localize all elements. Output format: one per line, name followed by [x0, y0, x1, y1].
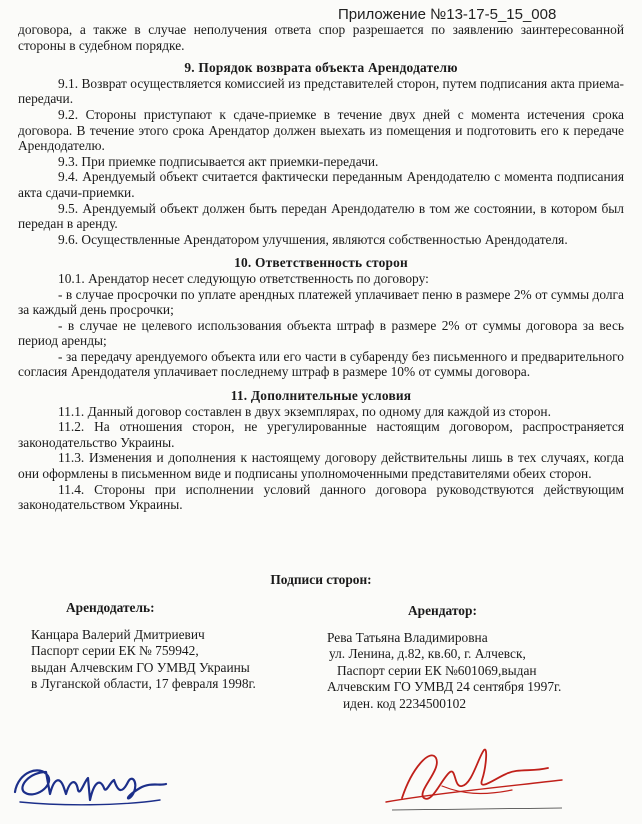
tenant-passport: Паспорт серии ЕК №601069,выдан: [337, 662, 537, 678]
clause-11-2: 11.2. На отношения сторон, не урегулированные настоящим договором, распространяется законодательство Украины.: [18, 419, 624, 450]
clause-9-4: 9.4. Арендуемый объект считается фактически переданным Арендодателю с момента подписания акта сдачи-приемки.: [18, 169, 624, 200]
tenant-signature: [372, 728, 572, 818]
clause-9-3: 9.3. При приемке подписывается акт приемки-передачи.: [58, 153, 379, 169]
landlord-details: [31, 627, 256, 693]
signatures-title: Подписи сторон:: [270, 572, 372, 587]
clause-11-4: 11.4. Стороны при исполнении условий данного договора руководствуются действующим законодательством Украины.: [18, 481, 624, 513]
tenant-role: Арендатор:: [408, 603, 477, 618]
section-10-title: 10. Ответственность сторон: [234, 255, 408, 271]
clause-10-1: 10.1. Арендатор несет следующую ответственность по договору:: [58, 270, 429, 286]
clause-10-1-a: - в случае просрочки по уплате арендных платежей уплачивает пеню в размере 2% от суммы долга за каждый день просрочки;: [18, 286, 624, 318]
landlord-name: Канцара Валерий Дмитриевич: [31, 627, 205, 642]
landlord-passport: Паспорт серии ЕК № 759942,: [31, 643, 199, 659]
landlord-issued-by: выдан Алчевским ГО УМВД Украины: [31, 659, 250, 675]
intro-paragraph: договора, а также в случае неполучения ответа спор разрешается по заявлению заинтересованной стороны в судебном порядке.: [18, 22, 624, 53]
landlord-role: Арендодатель:: [66, 600, 155, 615]
tenant-details: [327, 630, 561, 712]
section-11-title: 11. Дополнительные условия: [230, 388, 412, 404]
clause-10-1-c: - за передачу арендуемого объекта или его части в субаренду без письменного и предварительного согласия Арендодателя уплачивает последнему штраф в размере 10% от суммы договора.: [18, 348, 624, 380]
tenant-address: ул. Ленина, д.82, кв.60, г. Алчевск,: [329, 646, 526, 662]
clause-9-2: 9.2. Стороны приступают к сдаче-приемке в течение двух дней с момента истечения срока договора. В течение этого срока Арендатор должен выехать из помещения и подготовить его к передаче Арендодателю.: [18, 106, 624, 154]
clause-11-3: 11.3. Изменения и дополнения к настоящему договору действительны лишь в тех случаях, когда они оформлены в письменном виде и подписаны уполномоченными представителями обеих сторон.: [18, 450, 624, 482]
annex-label: Приложение №13-17-5_15_008: [338, 6, 557, 23]
clause-10-1-b: - в случае не целевого использования объекта штраф в размере 2% от суммы договора за весь период аренды;: [18, 317, 624, 349]
landlord-signature: [10, 742, 170, 812]
tenant-id-code: иден. код 2234500102: [343, 695, 467, 711]
tenant-name: Рева Татьяна Владимировна: [327, 630, 488, 645]
clause-9-5: 9.5. Арендуемый объект должен быть передан Арендодателю в том же состоянии, в котором был передан в аренду.: [18, 200, 624, 232]
clause-9-1: 9.1. Возврат осуществляется комиссией из представителей сторон, путем подписания акта приема-передачи.: [18, 75, 624, 107]
landlord-issued-date: в Луганской области, 17 февраля 1998г.: [31, 676, 256, 692]
clause-9-6: 9.6. Осуществленные Арендатором улучшения, являются собственностью Арендодателя.: [58, 231, 568, 247]
tenant-issued-by: Алчевским ГО УМВД 24 сентября 1997г.: [327, 679, 562, 695]
contract-body: [18, 22, 624, 513]
clause-11-1: 11.1. Данный договор составлен в двух экземплярах, по одному для каждой из сторон.: [58, 403, 551, 419]
section-9-title: 9. Порядок возврата объекта Арендодателю: [184, 60, 458, 76]
